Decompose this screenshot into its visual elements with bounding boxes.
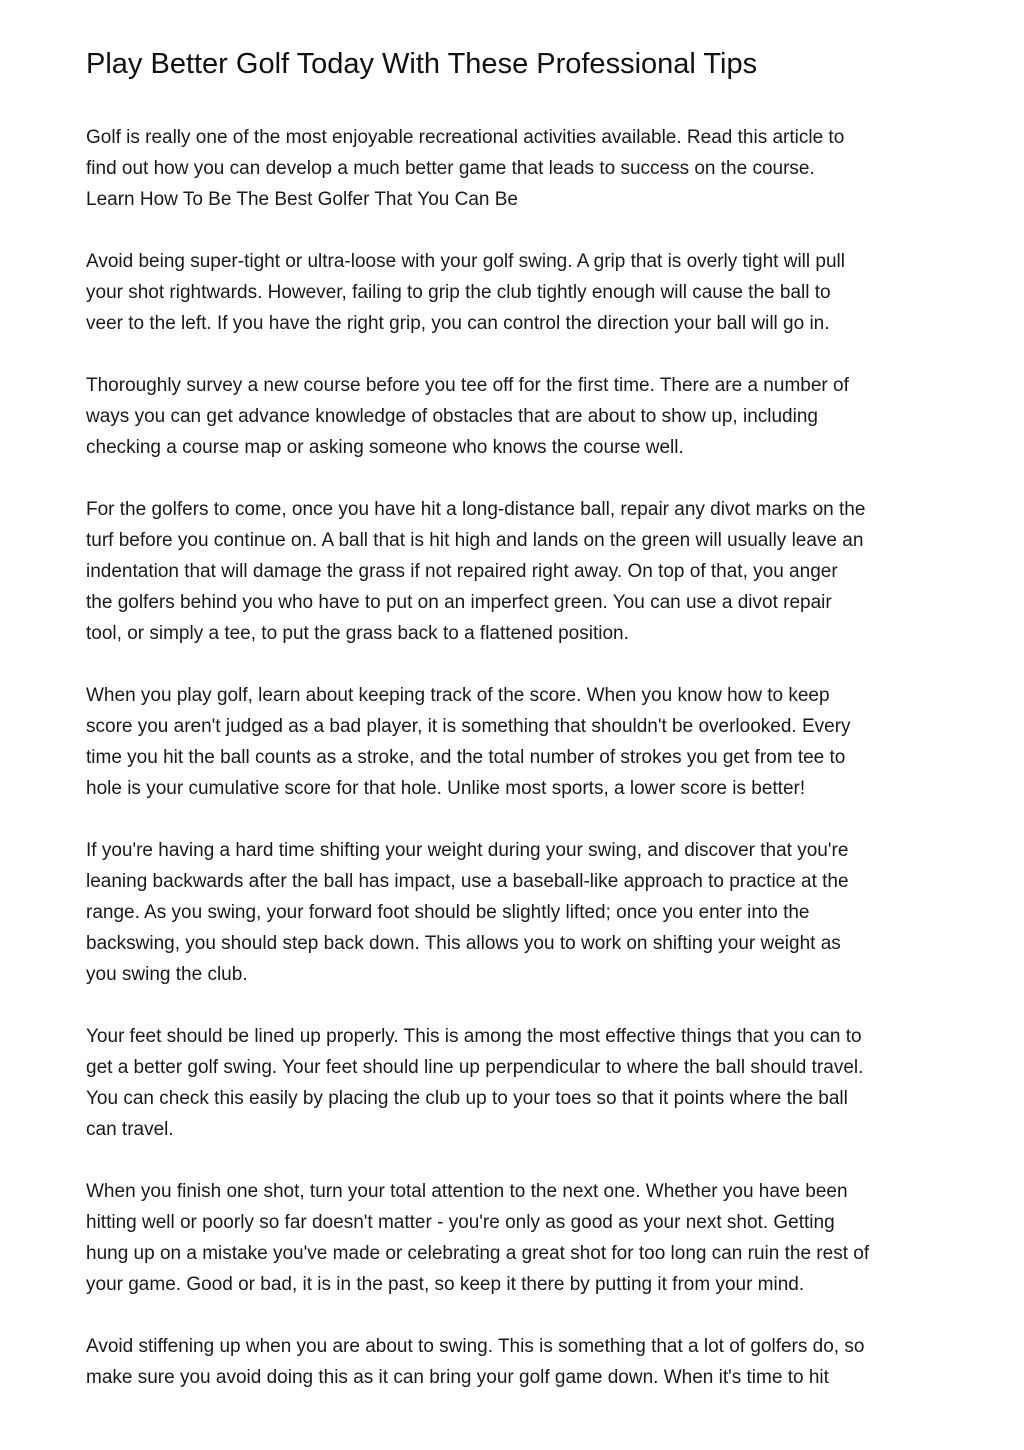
paragraph xyxy=(86,122,946,215)
paragraph xyxy=(86,370,946,463)
paragraph-line: For the golfers to come, once you have hit a long-distance ball, repair any divot marks on the xyxy=(86,499,866,520)
paragraph-line: make sure you avoid doing this as it can bring your golf game down. When it's time to hit xyxy=(86,1367,829,1388)
paragraph-line: range. As you swing, your forward foot should be slightly lifted; once you enter into the xyxy=(86,902,810,923)
paragraph-line: hung up on a mistake you've made or celebrating a great shot for too long can ruin the rest of xyxy=(86,1243,870,1264)
paragraph-line: Learn How To Be The Best Golfer That You Can Be xyxy=(86,189,518,210)
document-body xyxy=(86,122,946,1393)
paragraph-line: When you finish one shot, turn your total attention to the next one. Whether you have been xyxy=(86,1181,848,1202)
paragraph-line: get a better golf swing. Your feet should line up perpendicular to where the ball should travel. xyxy=(86,1057,864,1078)
paragraph-line: backswing, you should step back down. This allows you to work on shifting your weight as xyxy=(86,933,841,954)
paragraph-line: Golf is really one of the most enjoyable recreational activities available. Read this article to xyxy=(86,127,845,148)
paragraph-line: indentation that will damage the grass if not repaired right away. On top of that, you anger xyxy=(86,561,838,582)
paragraph-line: the golfers behind you who have to put on an imperfect green. You can use a divot repair xyxy=(86,592,832,613)
paragraph-line: When you play golf, learn about keeping track of the score. When you know how to keep xyxy=(86,685,830,706)
paragraph-line: hole is your cumulative score for that hole. Unlike most sports, a lower score is better! xyxy=(86,778,806,799)
paragraph-line: score you aren't judged as a bad player, it is something that shouldn't be overlooked. Every xyxy=(86,716,851,737)
paragraph-line: your shot rightwards. However, failing to grip the club tightly enough will cause the ball to xyxy=(86,282,831,303)
paragraph-line: tool, or simply a tee, to put the grass back to a flattened position. xyxy=(86,623,629,644)
paragraph-line: If you're having a hard time shifting your weight during your swing, and discover that you're xyxy=(86,840,849,861)
paragraph-line: ways you can get advance knowledge of obstacles that are about to show up, including xyxy=(86,406,818,427)
paragraph xyxy=(86,494,946,649)
paragraph-line: hitting well or poorly so far doesn't matter - you're only as good as your next shot. Getting xyxy=(86,1212,835,1233)
paragraph xyxy=(86,1176,946,1300)
paragraph xyxy=(86,680,946,804)
paragraph xyxy=(86,1021,946,1145)
paragraph xyxy=(86,835,946,990)
document-title: Play Better Golf Today With These Professional Tips xyxy=(86,48,758,80)
paragraph-line: turf before you continue on. A ball that is hit high and lands on the green will usually leave an xyxy=(86,530,864,551)
paragraph-line: Thoroughly survey a new course before you tee off for the first time. There are a number of xyxy=(86,375,849,396)
paragraph-line: Your feet should be lined up properly. This is among the most effective things that you can to xyxy=(86,1026,862,1047)
paragraph-line: leaning backwards after the ball has impact, use a baseball-like approach to practice at the xyxy=(86,871,849,892)
paragraph-line: Avoid stiffening up when you are about to swing. This is something that a lot of golfers do, so xyxy=(86,1336,865,1357)
paragraph-line: Avoid being super-tight or ultra-loose with your golf swing. A grip that is overly tight will pull xyxy=(86,251,845,272)
document-page xyxy=(86,44,946,1424)
paragraph-line: You can check this easily by placing the club up to your toes so that it points where the ball xyxy=(86,1088,848,1109)
paragraph-line: you swing the club. xyxy=(86,964,248,985)
paragraph xyxy=(86,246,946,339)
paragraph-line: your game. Good or bad, it is in the past, so keep it there by putting it from your mind. xyxy=(86,1274,805,1295)
paragraph-line: checking a course map or asking someone who knows the course well. xyxy=(86,437,684,458)
paragraph-line: time you hit the ball counts as a stroke, and the total number of strokes you get from tee to xyxy=(86,747,846,768)
paragraph-line: veer to the left. If you have the right grip, you can control the direction your ball will go in. xyxy=(86,313,830,334)
paragraph xyxy=(86,1331,946,1393)
paragraph-line: can travel. xyxy=(86,1119,174,1140)
paragraph-line: find out how you can develop a much better game that leads to success on the course. xyxy=(86,158,815,179)
